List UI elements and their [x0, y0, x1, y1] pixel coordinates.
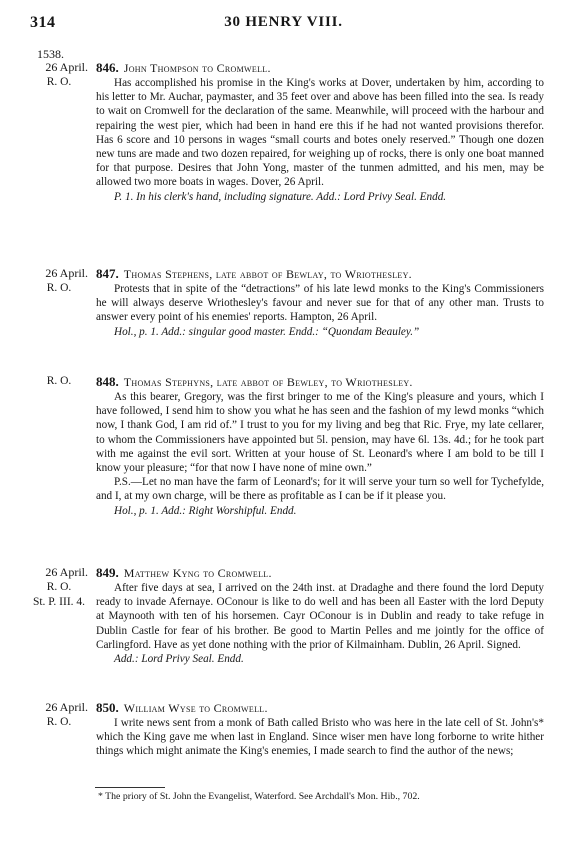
calendar-entry — [28, 565, 544, 666]
entry-number: 850. — [96, 700, 119, 715]
entry-margin — [28, 565, 90, 610]
entry-body: As this bearer, Gregory, was the first bringer to me of the King's pleasure and yours, which I have followed, I send him to show you what he has seen and the fashion of my lewd monks “which now, I thank God, I am rid of.” I trust to you for my living and beg that Ric. Frye, my late cellarer, to whom the Commissioners have appointed but 5l. pension, may have 6l. 13s. 4d.; for he took part with me against the evil sort. Written at your house of St. Leonard's where I am bold to be till I know your pleasure; “for that now I have none of mine own.” — [96, 391, 544, 475]
entry-number: 849. — [96, 565, 119, 580]
calendar-entry — [28, 700, 544, 759]
entry-title: Thomas Stephyns, late abbot of Bewley, to Wriothesley. — [123, 375, 413, 389]
footnote: * The priory of St. John the Evangelist, Waterford. See Archdall's Mon. Hib., 702. — [98, 791, 420, 802]
entry-content — [96, 565, 544, 666]
page-number: 314 — [30, 14, 56, 31]
calendar-entry — [28, 266, 544, 339]
page-header — [22, 14, 545, 34]
entry-source: R. O. — [46, 282, 72, 294]
entry-title: John Thompson to Cromwell. — [123, 61, 271, 75]
entry-content — [96, 60, 544, 204]
calendar-entry — [28, 374, 544, 518]
entry-title: Matthew Kyng to Cromwell. — [123, 566, 272, 580]
entry-date: 26 April. — [45, 60, 88, 74]
entry-body: After five days at sea, I arrived on the 24th inst. at Dradaghe and there found the lord Deputy ready to invade Afernaye. OConour is like to do well and has been all Easter with the lord Deputy at Maynooth with ten of his horsemen. Cayr OConour is in Dublin and ready to take refuge in Dublin Castle for fear of his brother. Be good to Martin Pelles and me jointly for the office of Carlingford. Have as yet done nothing with the prior of Kilmainham. Dublin, 26 April. Signed. — [96, 582, 544, 651]
entry-margin — [28, 266, 90, 296]
entry-margin — [28, 700, 90, 730]
entry-content — [96, 374, 544, 518]
entry-title: William Wyse to Cromwell. — [123, 701, 268, 715]
entry-postscript: P.S.—Let no man have the farm of Leonard's; for it will serve your turn so well for Tychefylde, and I, at my own charge, will be there as profitable as I can be if it please you. — [96, 476, 544, 503]
footnote-divider — [95, 787, 165, 788]
running-title: 30 HENRY VIII. — [224, 14, 343, 30]
entry-source: St. P. III. 4. — [32, 596, 86, 608]
entry-content — [96, 700, 544, 759]
entry-note: Hol., p. 1. Add.: Right Worshipful. Endd. — [114, 504, 297, 517]
entry-number: 848. — [96, 374, 119, 389]
entry-source: R. O. — [46, 716, 72, 728]
entry-margin — [28, 60, 90, 90]
entry-body: Protests that in spite of the “detractions” of his late lewd monks to the King's Commissioners he will always deserve Wriothesley's favour and never sue for that of any other man. Trusts to answer every point of his enemies' reports. Hampton, 26 April. — [96, 283, 544, 324]
entry-margin — [28, 374, 90, 389]
entry-date: 26 April. — [45, 266, 88, 280]
entry-source: R. O. — [46, 581, 72, 593]
entry-note: Hol., p. 1. Add.: singular good master. Endd.: “Quondam Beauley.” — [114, 325, 420, 338]
entry-body: Has accomplished his promise in the King's works at Dover, undertaken by him, according to his letter to Mr. Auchar, paymaster, and 35 feet over and above has been filled into the sea. Is ready to wait on Cromwell for the declaration of the same. Meanwhile, will proceed with the harbour and repairing the west pier, which had been in hand ere this if he had not wanted provisions therefor. Has 6 score and 10 persons in wages “small courts and botes onely reserved.” Though one dozen new tuns are made and two dozen repaired, for weighing up of rocks, there is only one boat manned for that purpose. Desires that John Yong, master of the tunmen admitted, and his men, may be allowed two more boats in wages. Dover, 26 April. — [96, 77, 544, 189]
entry-title: Thomas Stephens, late abbot of Bewlay, to Wriothesley. — [123, 267, 412, 281]
entry-number: 846. — [96, 60, 119, 75]
entry-source: R. O. — [46, 76, 72, 88]
entry-body: I write news sent from a monk of Bath called Bristo who was here in the late cell of St. John's* which the King gave me when last in England. Since wiser men have long forborne to write hither things which might animate the King's enemies, I made search to find the author of the news; — [96, 717, 544, 758]
entry-source: R. O. — [46, 375, 72, 387]
year-marker: 1538. — [37, 47, 64, 61]
entry-number: 847. — [96, 266, 119, 281]
entry-note: Add.: Lord Privy Seal. Endd. — [114, 653, 244, 666]
calendar-entry — [28, 60, 544, 204]
entry-date: 26 April. — [45, 700, 88, 714]
entry-date: 26 April. — [45, 565, 88, 579]
entry-note: P. 1. In his clerk's hand, including signature. Add.: Lord Privy Seal. Endd. — [114, 190, 447, 203]
entry-content — [96, 266, 544, 339]
